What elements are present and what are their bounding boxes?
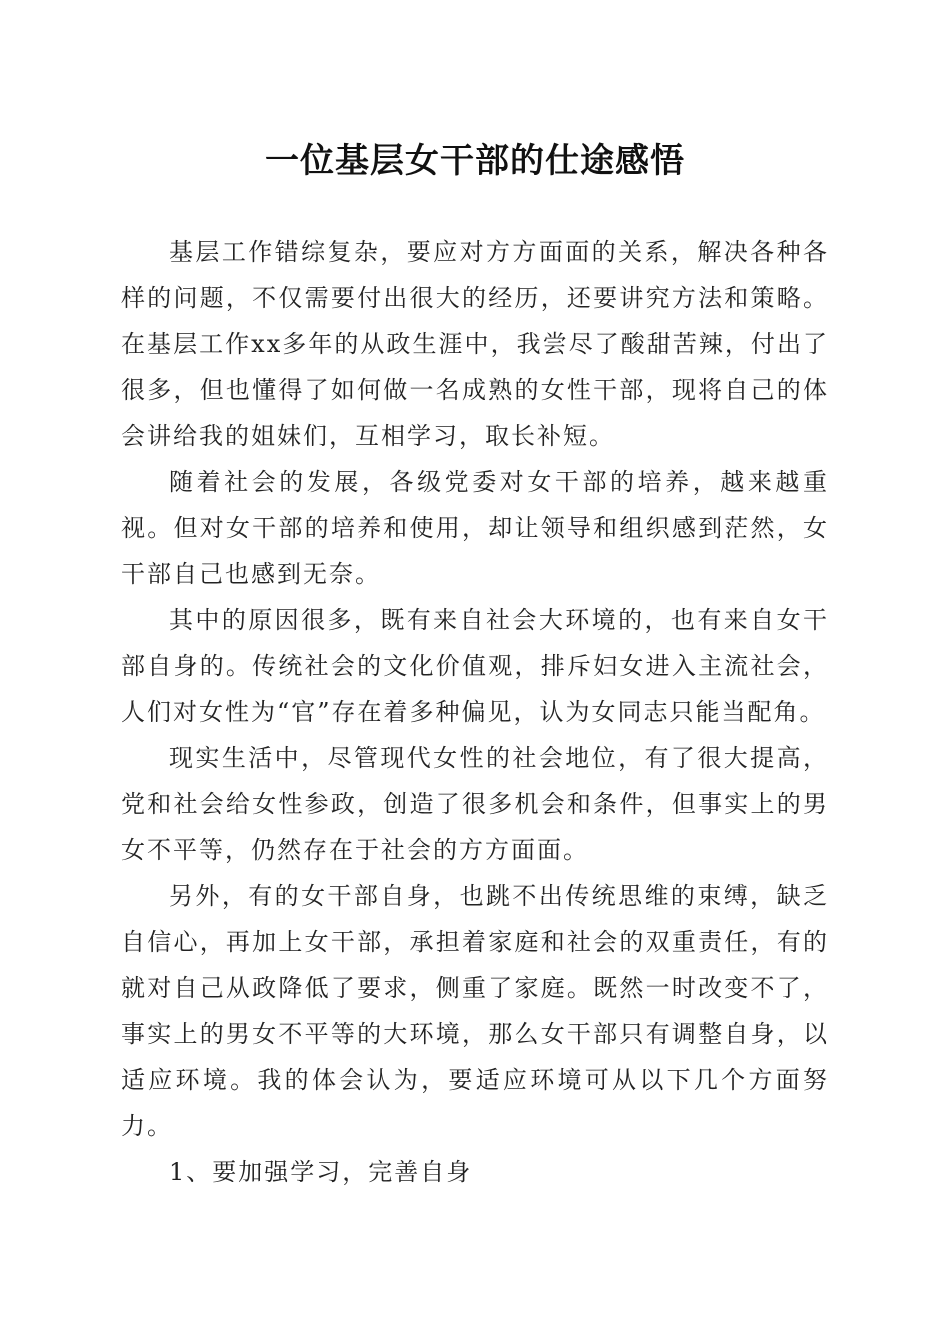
paragraph: 随着社会的发展，各级党委对女干部的培养，越来越重视。但对女干部的培养和使用，却让领导和组织感到茫然，女干部自己也感到无奈。 — [121, 468, 829, 588]
paragraph: 现实生活中，尽管现代女性的社会地位，有了很大提高，党和社会给女性参政，创造了很多机会和条件，但事实上的男女不平等，仍然存在于社会的方方面面。 — [121, 744, 829, 864]
section-heading: 1、要加强学习，完善自身 — [169, 1158, 473, 1186]
document-title: 一位基层女干部的仕途感悟 — [265, 141, 685, 181]
paragraph: 另外，有的女干部自身，也跳不出传统思维的束缚，缺乏自信心，再加上女干部，承担着家庭和社会的双重责任，有的就对自己从政降低了要求，侧重了家庭。既然一时改变不了，事实上的男女不平等的大环境，那么女干部只有调整自身，以适应环境。我的体会认为，要适应环境可从以下几个方面努力。 — [121, 882, 829, 1140]
paragraph: 其中的原因很多，既有来自社会大环境的，也有来自女干部自身的。传统社会的文化价值观，排斥妇女进入主流社会，人们对女性为“官”存在着多种偏见，认为女同志只能当配角。 — [121, 606, 829, 726]
document-body — [121, 229, 829, 1195]
paragraph: 基层工作错综复杂，要应对方方面面的关系，解决各种各样的问题，不仅需要付出很大的经历，还要讲究方法和策略。在基层工作xx多年的从政生涯中，我尝尽了酸甜苦辣，付出了很多，但也懂得了如何做一名成熟的女性干部，现将自己的体会讲给我的姐妹们，互相学习，取长补短。 — [121, 238, 829, 450]
